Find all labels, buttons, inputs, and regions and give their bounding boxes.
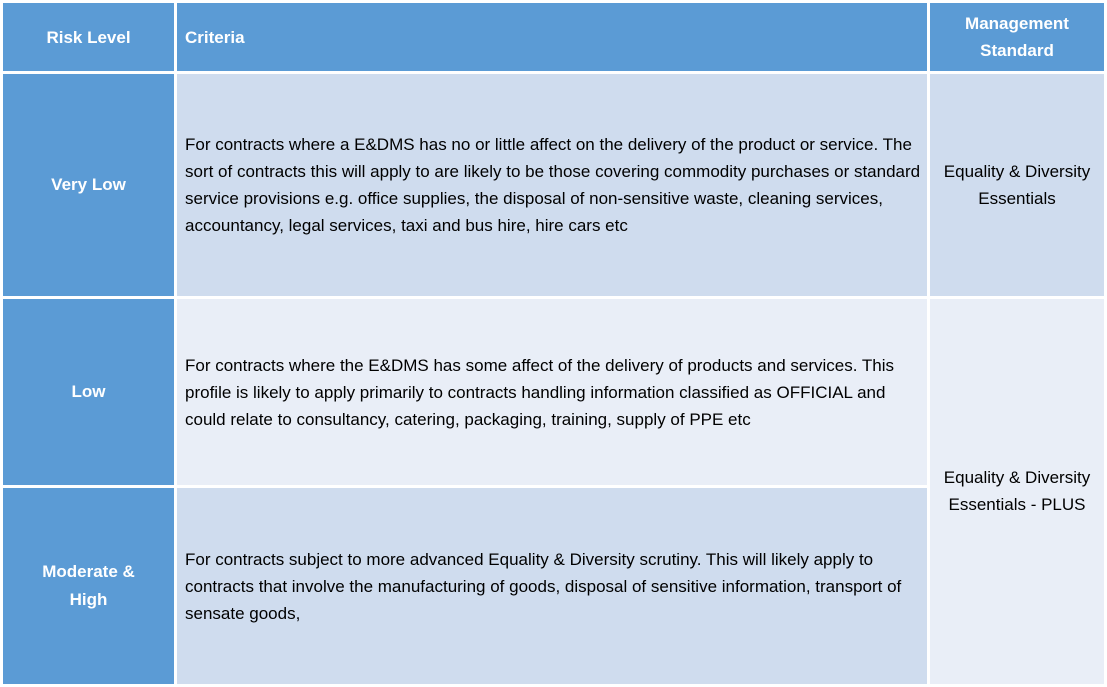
risk-level-low: Low	[3, 299, 174, 485]
header-management-standard: Management Standard	[930, 3, 1104, 71]
standard-essentials-plus: Equality & Diversity Essentials - PLUS	[930, 299, 1104, 684]
header-row	[3, 3, 1104, 71]
header-risk-level: Risk Level	[3, 3, 174, 71]
criteria-moderate-high: For contracts subject to more advanced Equality & Diversity scrutiny. This will likely apply to contracts that involve the manufacturing of goods, disposal of sensitive information, transport of sensate goods,	[177, 488, 927, 684]
criteria-very-low: For contracts where a E&DMS has no or little affect on the delivery of the product or service. The sort of contracts this will apply to are likely to be those covering commodity purchases or standard service provisions e.g. office supplies, the disposal of non-sensitive waste, cleaning services, accountancy, legal services, taxi and bus hire, hire cars etc	[177, 74, 927, 296]
table-row	[3, 74, 1104, 296]
risk-level-moderate-high-label: Moderate & High	[42, 562, 135, 610]
risk-level-moderate-high	[3, 488, 174, 684]
table-row	[3, 299, 1104, 485]
risk-level-very-low: Very Low	[3, 74, 174, 296]
header-criteria: Criteria	[177, 3, 927, 71]
criteria-low: For contracts where the E&DMS has some affect of the delivery of products and services. This profile is likely to apply primarily to contracts handling information classified as OFFICIAL and could relate to consultancy, catering, packaging, training, supply of PPE etc	[177, 299, 927, 485]
standard-essentials: Equality & Diversity Essentials	[930, 74, 1104, 296]
